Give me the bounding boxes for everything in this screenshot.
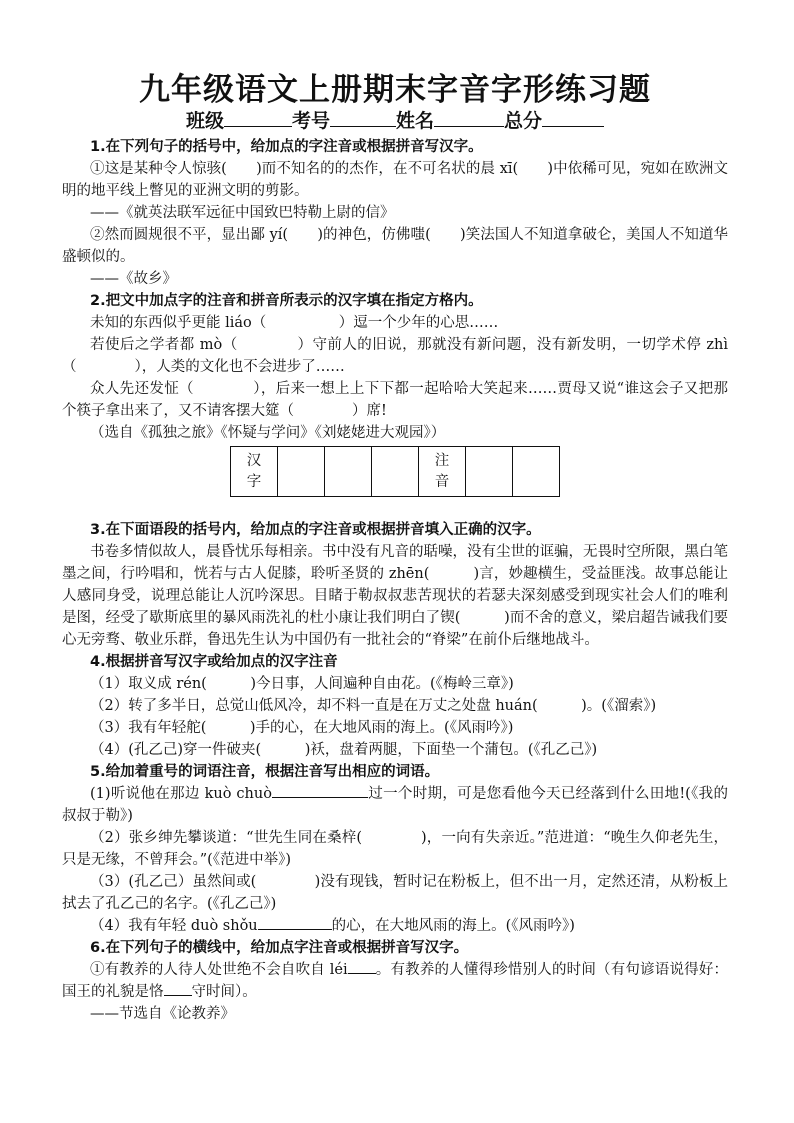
- question-5-paragraph-2: （2）张乡绅先攀谈道：“世先生同在桑梓( )，一向有失亲近。”范进道：“晚生久仰老先生，只是无缘，不曾拜会。”(《范进中举》): [62, 830, 728, 868]
- question-1-source-1: ——《就英法联军远征中国致巴特勒上尉的信》: [90, 205, 395, 221]
- question-4-item-3: （3）我有年轻舵( )手的心，在大地风雨的海上。(《风雨吟》): [90, 720, 514, 736]
- answer-grid: [230, 446, 560, 497]
- question-2-paragraph-1: 未知的东西似乎更能 liáo（ ）逗一个少年的心思……: [90, 315, 499, 331]
- class-blank[interactable]: [224, 109, 292, 127]
- grid-cell[interactable]: [466, 447, 513, 497]
- question-1-paragraph-2: ②然而圆规很不平，显出鄙 yí( )的神色，仿佛嗤( )笑法国人不知道拿破仑，美国人不知道华盛顿似的。: [62, 227, 728, 265]
- question-4-item-4: （4）(孔乙己)穿一件破夹( )袄，盘着两腿，下面垫一个蒲包。(《孔乙己》): [90, 742, 598, 758]
- q6-answer-line-1[interactable]: [348, 960, 376, 974]
- class-label: 班级: [185, 110, 224, 132]
- q6-text-b: 。有教养的人懂得珍惜别人的时间（有句谚语说得好：国王的礼貌是恪: [62, 962, 729, 1000]
- question-1-heading: 1.在下列句子的括号中，给加点的字注音或根据拼音写汉字。: [90, 139, 483, 155]
- question-5-paragraph-4: [62, 915, 728, 937]
- name-blank[interactable]: [434, 109, 504, 127]
- grid-cell[interactable]: [278, 447, 325, 497]
- score-label: 总分: [504, 110, 543, 132]
- q6-answer-line-2[interactable]: [164, 982, 192, 996]
- question-1-source-2: ——《故乡》: [90, 271, 177, 287]
- question-6-paragraph: [62, 959, 728, 1003]
- student-info-row: [62, 106, 728, 136]
- question-4-item-1: （1）取义成 rén( )今日事，人间遍种自由花。(《梅岭三章》): [90, 676, 514, 692]
- question-6-source: ——节选自《论教养》: [90, 1006, 235, 1022]
- exam-no-blank[interactable]: [330, 109, 396, 127]
- q6-text-a: ①有教养的人待人处世绝不会自吹自 léi: [90, 962, 348, 978]
- score-blank[interactable]: [542, 109, 604, 127]
- question-4-heading: 4.根据拼音写汉字或给加点的汉字注音: [90, 654, 338, 670]
- question-4-item-2: （2）转了多半日，总觉山低风冷，却不料一直是在万丈之处盘 huán( )。(《溜索》): [90, 698, 657, 714]
- exam-no-label: 考号: [291, 110, 330, 132]
- q5-4-answer-line[interactable]: [258, 916, 332, 930]
- grid-cell[interactable]: [372, 447, 419, 497]
- grid-label-hanzi: 汉 字: [231, 447, 278, 497]
- question-2-source: （选自《孤独之旅》《怀疑与学问》《刘姥姥进大观园》）: [90, 425, 446, 441]
- page-title: 九年级语文上册期末字音字形练习题: [139, 72, 651, 108]
- q6-text-c: 守时间）。: [191, 984, 257, 1000]
- q5-1-answer-line[interactable]: [272, 784, 368, 798]
- question-5-paragraph-3: （3）(孔乙己）虽然间或( )没有现钱，暂时记在粉板上，但不出一月，定然还清，从粉板上拭去了孔乙己的名字。(《孔乙己》): [62, 874, 728, 912]
- question-5-heading: 5.给加着重号的词语注音，根据注音写出相应的词语。: [90, 764, 440, 780]
- question-1-paragraph-1: ①这是某种令人惊骇( )而不知名的的杰作，在不可名状的晨 xī( )中依稀可见，宛如在欧洲文明的地平线上瞥见的亚洲文明的剪影。: [62, 161, 728, 199]
- q5-1-text-b: 过一个时期，可是您看他今天已经落到什么田地!(《我的叔叔于勒》): [62, 786, 728, 824]
- question-5-paragraph-1: [62, 783, 728, 827]
- grid-cell[interactable]: [513, 447, 560, 497]
- q5-4-text-a: （4）我有年轻 duò shǒu: [90, 918, 258, 934]
- question-3-heading: 3.在下面语段的括号内，给加点的字注音或根据拼音填入正确的汉字。: [90, 522, 541, 538]
- name-label: 姓名: [396, 110, 435, 132]
- question-3-paragraph: 书卷多情似故人，晨昏忧乐每相亲。书中没有凡音的聒噪，没有尘世的诓骗，无畏时空所限，黑白笔墨之间，行吟唱和，恍若与古人促膝，聆听圣贤的 zhēn( )言，妙趣横生，受益匪浅。故事总能让人感同身受，说理总能让人沉吟深思。目睹于勒叔叔悲苦现状的若瑟夫深刻感受到现实社会人们的唯利是图，经受了歇斯底里的暴风雨洗礼的杜小康让我们明白了锲( )而不舍的意义，梁启超告诫我们要心无旁骛、敬业乐群，鲁迅先生认为中国仍有一批社会的“脊梁”在前仆后继地战斗。: [62, 544, 728, 648]
- question-6-heading: 6.在下列句子的横线中，给加点字注音或根据拼音写汉字。: [90, 940, 469, 956]
- grid-cell[interactable]: [325, 447, 372, 497]
- question-2-heading: 2.把文中加点字的注音和拼音所表示的汉字填在指定方格内。: [90, 293, 483, 309]
- q5-4-text-b: 的心，在大地风雨的海上。(《风雨吟》): [331, 918, 575, 934]
- question-2-paragraph-2: 若使后之学者都 mò（ ）守前人的旧说，那就没有新问题，没有新发明，一切学术停 zhì（ ），人类的文化也不会进步了……: [62, 337, 728, 375]
- grid-label-pinyin: 注 音: [419, 447, 466, 497]
- question-2-paragraph-3: 众人先还发怔（ ），后来一想上上下下都一起哈哈大笑起来……贾母又说“谁这会子又把那个筷子拿出来了，又不请客摆大筵（ ）席!: [62, 381, 728, 419]
- q5-1-text-a: (1)听说他在那边 kuò chuò: [90, 786, 272, 802]
